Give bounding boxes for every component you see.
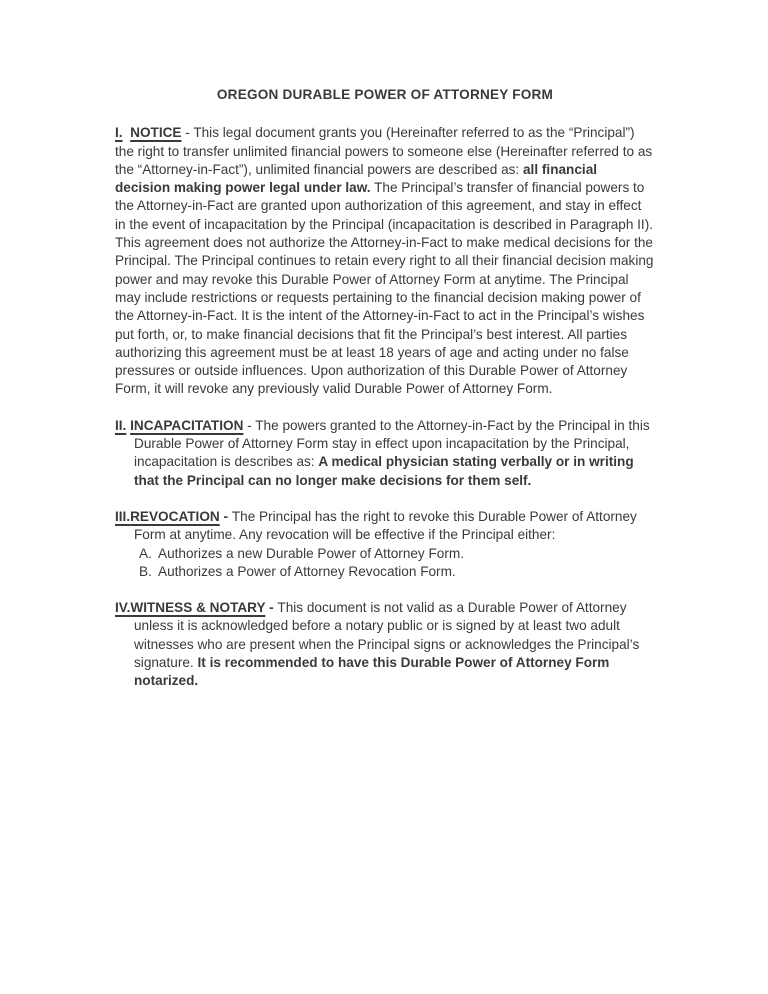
section-heading: INCAPACITATION — [130, 417, 244, 433]
list-item — [139, 545, 655, 563]
heading-dash: - — [265, 600, 278, 616]
body-text: - The powers granted to the Attorney-in-Fact by the Principal in this Durable Power of Attorney Form stay in effect upon incapacitation by the Principal, incapacitation is describes as: — [134, 417, 650, 470]
body-text-bold: all financial decision making power legal under law. — [115, 161, 598, 196]
document-title: OREGON DURABLE POWER OF ATTORNEY FORM — [216, 87, 554, 102]
section-notice — [115, 124, 655, 398]
body-text: - This legal document grants you (Hereinafter referred to as the “Principal”) the right to transfer unlimited financial powers to someone else (Hereinafter referred to as the “Attorney-in-Fact”), unlimited financial powers are described as: — [115, 125, 653, 177]
section-heading: WITNESS & NOTARY — [130, 600, 266, 616]
heading-dash: - — [219, 508, 232, 524]
list-item — [139, 563, 655, 581]
list-item-label: A. — [139, 545, 152, 561]
body-text-bold: It is recommended to have this Durable Power of Attorney Form notarized. — [134, 655, 610, 689]
spacer — [123, 125, 131, 140]
list-item-text: Authorizes a new Durable Power of Attorney Form. — [158, 545, 464, 561]
body-text: The Principal has the right to revoke this Durable Power of Attorney Form at anytime. Any revocation will be effective if the Principal either: — [134, 508, 637, 543]
section-number: III. — [115, 508, 131, 524]
section-incapacitation — [115, 417, 655, 490]
section-witness-notary — [115, 599, 655, 690]
body-text: This document is not valid as a Durable Power of Attorney unless it is acknowledged before a notary public or is signed by at least two adult witnesses who are present when the Principal signs or acknowledges the Principal’s signature. — [134, 600, 640, 671]
section-heading: NOTICE — [130, 125, 182, 141]
list-item-label: B. — [139, 563, 152, 579]
section-number: I. — [115, 125, 123, 141]
section-number: II. — [115, 417, 127, 433]
list-item-text: Authorizes a Power of Attorney Revocation Form. — [158, 563, 456, 579]
section-revocation — [115, 508, 655, 581]
body-text: The Principal’s transfer of financial powers to the Attorney-in-Fact are granted upon authorization of this agreement, and stay in effect in the event of incapacitation by the Principal (incapacitation is described in Paragraph II). This agreement does not authorize the Attorney-in-Fact to make medical decisions for the Principal. The Principal continues to retain every right to all their financial decision making power and may revoke this Durable Power of Attorney Form at anytime. The Principal may include restrictions or requests pertaining to the financial decision making power of the Attorney-in-Fact. It is the intent of the Attorney-in-Fact to act in the Principal’s wishes put forth, or, to make financial decisions that fit the Principal’s best interest. All parties authorizing this agreement must be at least 18 years of age and acting under no false pressures or outside influences. Upon authorization of this Durable Power of Attorney Form, it will revoke any previously valid Durable Power of Attorney Form. — [115, 180, 654, 397]
document-body — [115, 124, 655, 690]
section-number: IV. — [115, 600, 131, 616]
section-heading: REVOCATION — [130, 508, 220, 524]
body-text-bold: A medical physician stating verbally or in writing that the Principal can no longer make decisions for them self. — [134, 454, 634, 488]
